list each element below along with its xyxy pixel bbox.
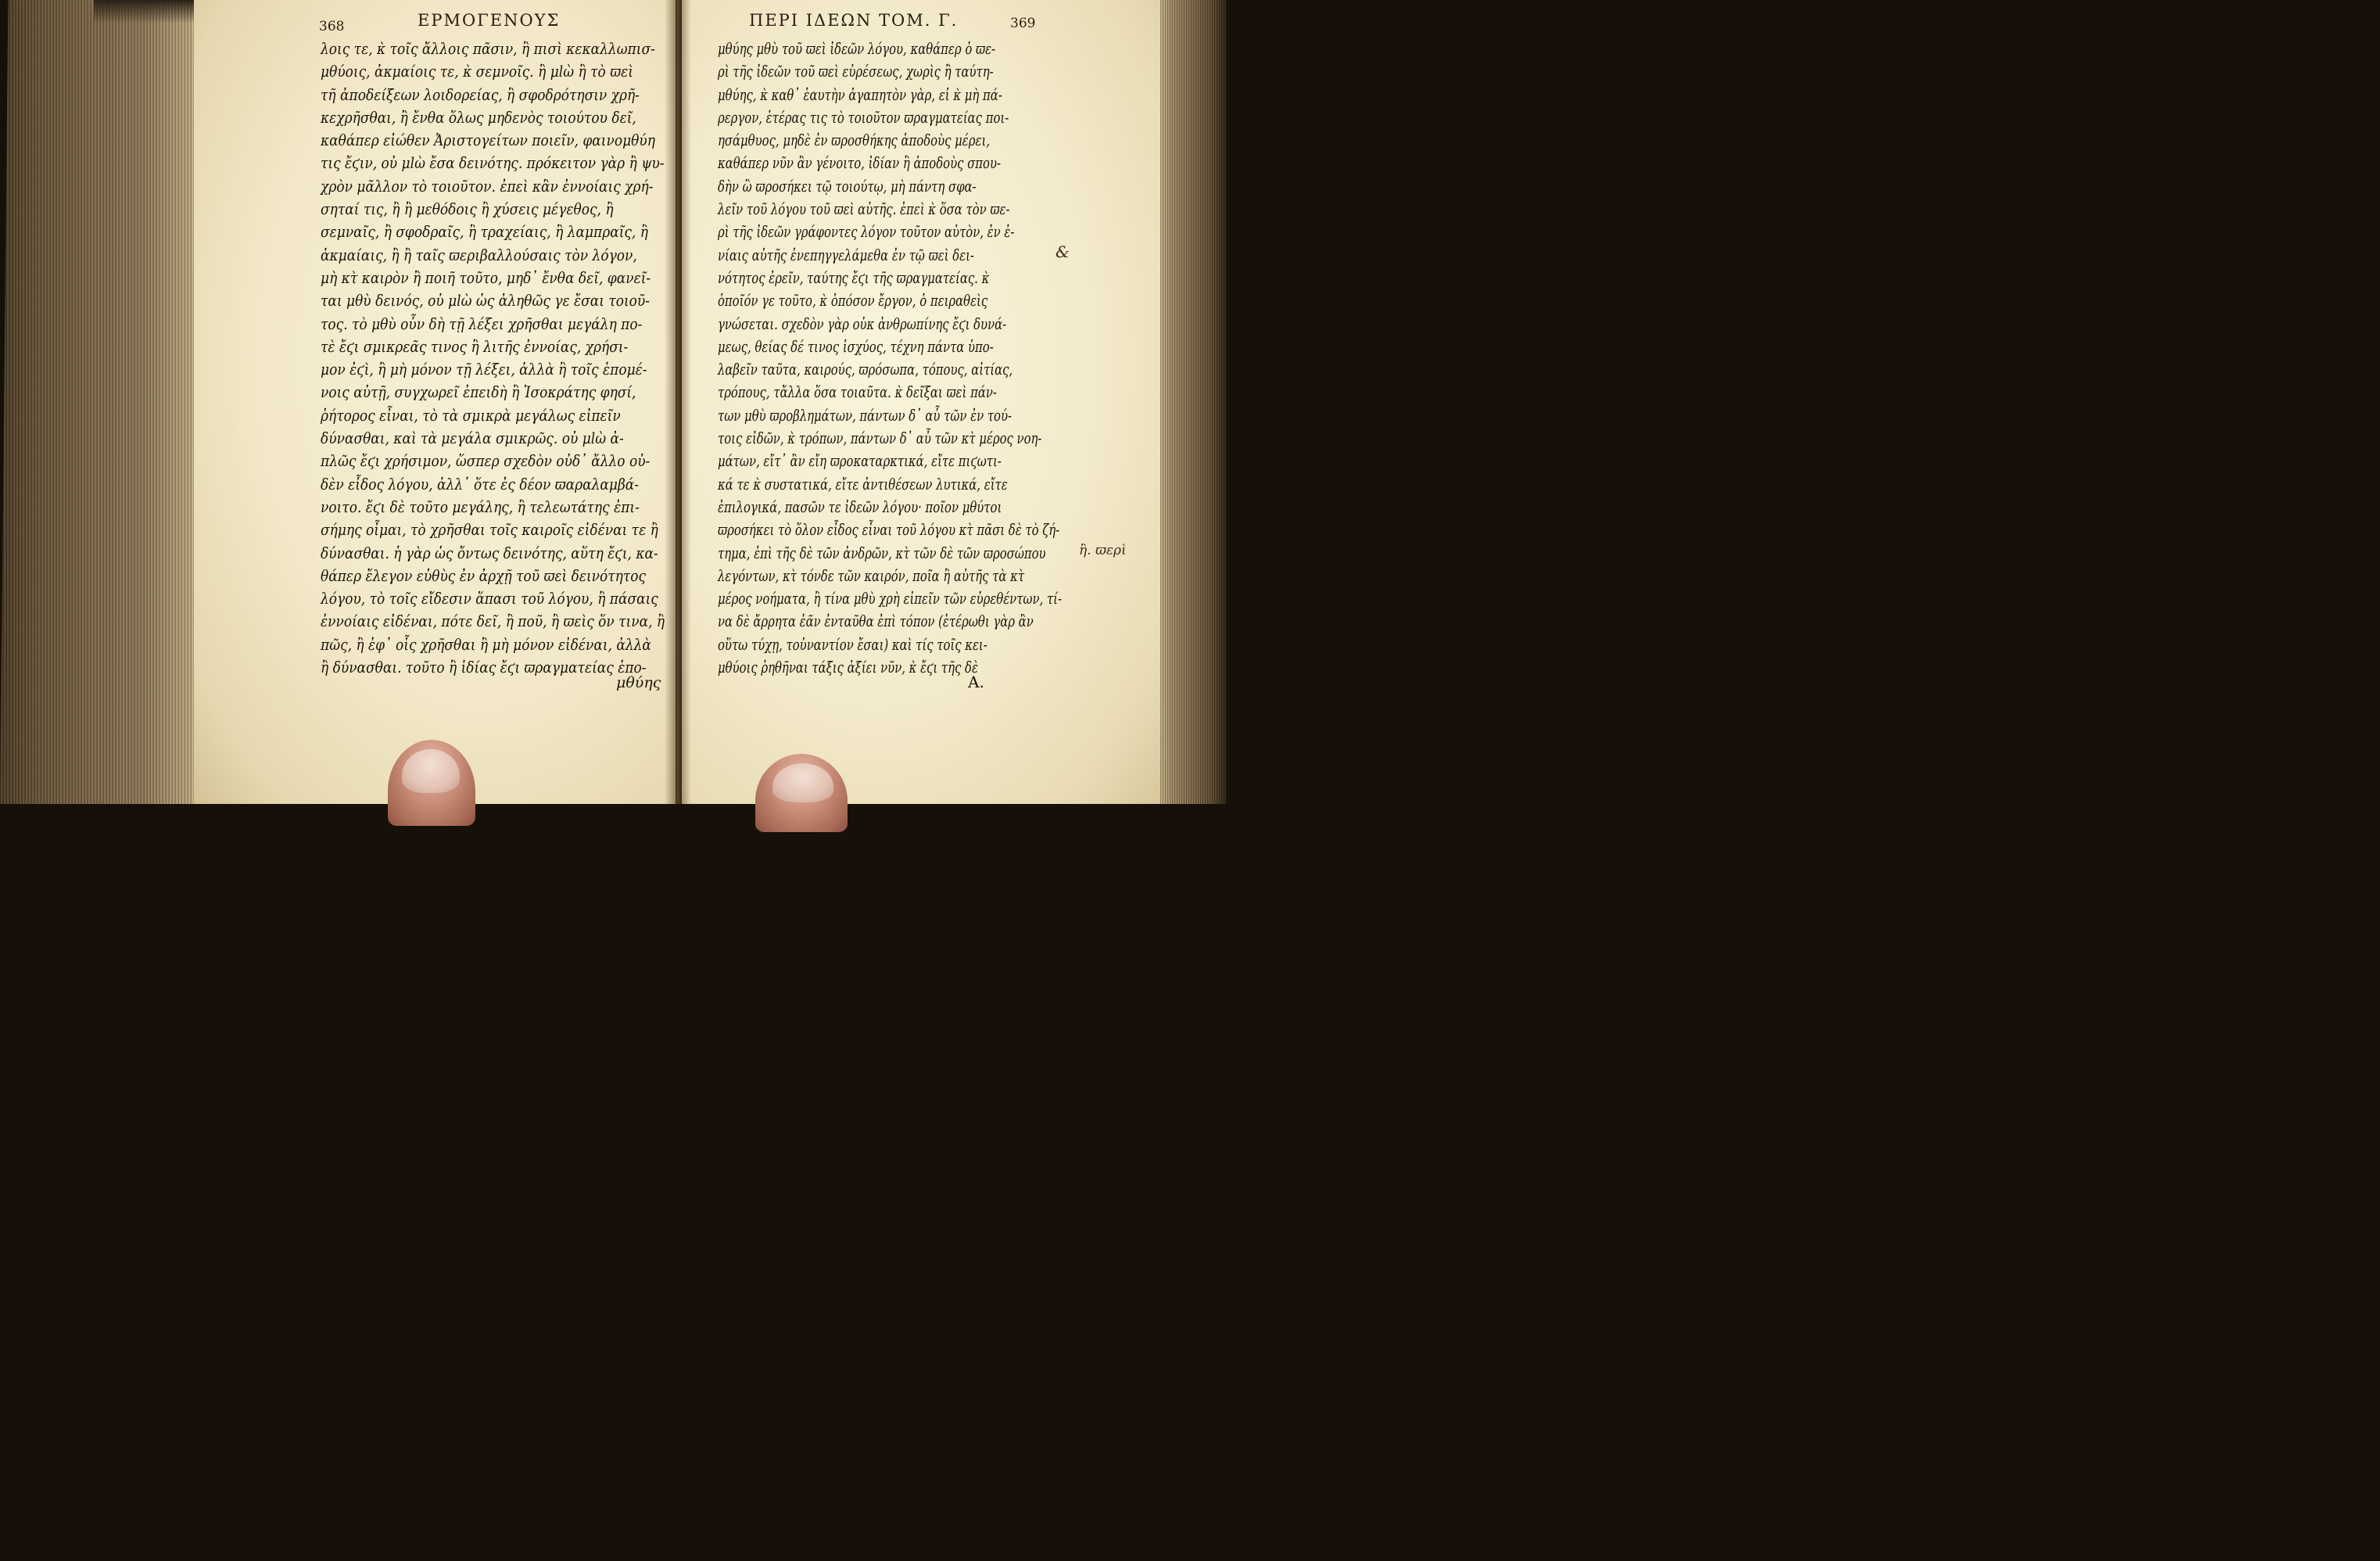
text-line: τοις εἰδῶν, κ̀ τρόπων, πάντων δ᾽ αὖ τῶν κτ̀ μέρος νοη- [718,429,1042,448]
text-line: σεμναῖς, ἢ σφοδραῖς, ἢ τραχείαις, ἢ λαμπραῖς, ἢ [321,223,648,242]
right-page-number: 369 [1010,16,1036,31]
marginal-note-1: & [1056,242,1070,261]
text-line: ησάμθυος, μηδὲ ἐν ϖροσθήκης ἀποδοὺς μέρει, [718,131,990,150]
text-line: πῶς, ἢ ἐφ᾽ οἷς χρῆσθαι ἢ μὴ μόνον εἰδέναι, ἀλλὰ [321,635,651,654]
text-line: λόγου, τὸ τοῖς εἴδεσιν ἅπασι τοῦ λόγου, ἢ πάσαις [321,590,658,608]
text-line: ἐπιλογικά, πασῶν τε ἰδεῶν λόγου· ποῖον μθύτοι [718,497,1002,516]
text-line: μθύοις, ἀκμαίοις τε, κ̀ σεμνοῖς. ἢ μlὼ ἢ τὸ ϖεὶ [321,63,633,81]
text-line: δύνασθαι. ἡ γὰρ ὡς ὄντως δεινότης, αὕτη ἔϛι, κα- [321,544,658,562]
text-line: ἢ δύνασθαι. τοῦτο ἢ ἰδίας ἔϛι ϖραγματείας ἑπο- [321,658,647,677]
text-line: λοις τε, κ̀ τοῖς ἄλλοις πᾶσιν, ἢ πισὶ κεκαλλωπισ- [321,40,655,58]
text-line: ρὶ τῆς ἰδεῶν τοῦ ϖεὶ εὑρέσεως, χωρὶς ἢ ταύτη- [718,63,994,81]
text-line: τος. τὸ μθὺ οὖν δὴ τῇ λέξει χρῆσθαι μεγάλη πο- [321,314,643,333]
text-line: καθάπερ εἰώθεν Ἀριστογείτων ποιεῖν, φαινομθύη [321,131,655,150]
text-line: ὁποῖόν γε τοῦτο, κ̀ ὁπόσον ἔργον, ὁ πειραθεὶς [718,292,988,310]
text-line: μεως, θείας δέ τινος ἰσχύος, τέχνη πάντα ὑπο- [718,337,994,356]
book-gutter [665,0,691,804]
right-page-text [718,38,1160,679]
text-line: να δὲ ἄρρητα ἐᾶν ἐνταῦθα ἐπὶ τόπον (ἑτέρωθι γὰρ ἂν [718,612,1034,631]
text-line: γνώσεται. σχεδὸν γὰρ οὐκ ἀνθρωπίνης ἔϛι δυνά- [718,314,1007,333]
text-line: δὲν εἶδος λόγου, ἀλλ᾽ ὅτε ἐς δέον ϖαραλαμβά- [321,475,640,493]
text-line: τις ἔϛιν, οὐ μlὼ ἔσα δεινότης. πρόκειτον γὰρ ἢ ψυ- [321,154,665,173]
text-line: οὕτω τύχῃ, τοὐναντίον ἔσαι) καὶ τίς τοῖς κει- [718,635,987,654]
text-line: μὴ κτ̀ καιρὸν ἢ ποιῆ τοῦτο, μηδ᾽ ἔνθα δεῖ, φανεῖ- [321,268,651,287]
text-line: ρεργον, ἑτέρας τις τὸ τοιοῦτον ϖραγματείας ποι- [718,108,1009,127]
text-line: τὲ ἔϛι σμικρεᾶς τινος ἢ λιτῆς ἐννοίας, χρήσι- [321,337,629,356]
left-catchword: μθύης [616,674,661,691]
text-line: των μθὺ ϖροβλημάτων, πάντων δ᾽ αὖ τῶν ἐν τού- [718,406,1013,425]
left-fore-edge [0,0,205,804]
right-fore-edge [1156,0,1226,804]
text-line: κεχρῆσθαι, ἢ ἔνθα ὅλως μηδενὸς τοιούτου δεῖ, [321,108,636,127]
text-line: νοιτο. ἔϛι δὲ τοῦτο μεγάλης, ἢ τελεωτάτης ἐπι- [321,497,640,516]
left-page [194,0,676,804]
text-line: νίαις αὐτῆς ἐνεπηγγελάμεθα ἐν τῷ ϖεὶ δει- [718,246,974,264]
text-line: τῆ ἀποδείξεων λοιδορείας, ἢ σφοδρότησιν χρῆ- [321,85,640,104]
text-line: μέρος νοήματα, ἢ τίνα μθὺ χρὴ εἰπεῖν τῶν εὑρεθέντων, τί- [718,590,1063,608]
text-line: σήμης οἶμαι, τὸ χρῆσθαι τοῖς καιροῖς εἰδέναι τε ἢ [321,521,658,540]
text-line: τρόπους, τἄλλα ὅσα τοιαῦτα. κ̀ δεῖξαι ϖεὶ πάν- [718,383,997,402]
left-page-text [321,38,676,679]
text-line: ῥήτορος εἶναι, τὸ τὰ σμικρὰ μεγάλως εἰπεῖν [321,406,621,425]
text-line: τημα, ἐπὶ τῆς δὲ τῶν ἀνδρῶν, κτ̀ τῶν δὲ τῶν ϖροσώπου [718,544,1046,562]
text-line: μθύης, κ̀ καθ᾽ ἑαυτὴν ἀγαπητὸν γὰρ, εἰ κ̀ μὴ πά- [718,85,1002,104]
text-line: χρὸν μᾶλλον τὸ τοιοῦτον. ἐπεὶ κἂν ἐννοίαις χρή- [321,177,654,196]
text-line: ἀκμαίαις, ἢ ἢ ταῖς ϖεριβαλλούσαις τὸν λόγον, [321,246,637,264]
text-line: σηταί τις, ἢ ἢ μεθόδοις ἢ χύσεις μέγεθος, ἢ [321,200,614,219]
left-running-head: ΕΡΜΟΓΕΝΟΥΣ [418,11,561,30]
open-book [0,0,1226,804]
text-line: ϖροσήκει τὸ ὅλον εἶδος εἶναι τοῦ λόγου κτ̀ πᾶσι δὲ τὸ ζή- [718,521,1060,540]
text-line: ται μθὺ δεινός, οὐ μlὼ ὡς ἀληθῶς γε ἔσαι τοιοῦ- [321,292,651,310]
text-line: νότητος ἐρεῖν, ταύτης ἔϛι τῆς ϖραγματείας. κ̀ [718,268,990,287]
text-line: μθύοις ῥηθῆναι τάξις ἀξίει νῦν, κ̀ ἔϛι τῆς δὲ [718,658,978,677]
text-line: ρὶ τῆς ἰδεῶν γράφοντες λόγον τοῦτον αὐτὸν, ἐν ἐ- [718,223,1015,242]
right-running-head: ΠΕΡΙ ΙΔΕΩΝ ΤΟΜ. Γ. [749,11,959,30]
text-line: δύνασθαι, καὶ τὰ μεγάλα σμικρῶς. οὐ μlὼ ἀ- [321,429,624,448]
text-line: ἐννοίαις εἰδέναι, πότε δεῖ, ἢ ποῦ, ἢ ϖεὶς ὅν τινα, ἢ [321,612,665,631]
right-page [682,0,1160,804]
text-line: μάτων, εἴτ᾽ ἂν εἴη ϖροκαταρκτικά, εἴτε πιϛωτι- [718,452,1002,471]
text-line: λαβεῖν ταῦτα, καιρούς, ϖρόσωπα, τόπους, αἰτίας, [718,361,1013,379]
text-line: θάπερ ἔλεγον εὐθὺς ἐν ἀρχῇ τοῦ ϖεὶ δεινότητος [321,566,647,585]
left-page-number: 368 [319,19,345,34]
text-line: νοις αὐτῇ, συγχωρεῖ ἐπειδὴ ἢ Ἰσοκράτης φησί, [321,383,636,402]
marginal-note-2: ἢ. ϖερὶ [1079,543,1127,558]
text-line: καθάπερ νῦν ἂν γένοιτο, ἰδίαν ἢ ἀποδοὺς σπου- [718,154,1002,173]
text-line: πλῶς ἔϛι χρήσιμον, ὥσπερ σχεδὸν οὐδ᾽ ἄλλο οὐ- [321,452,651,471]
text-line: μον ἐϛὶ, ἢ μὴ μόνον τῇ λέξει, ἀλλὰ ἢ τοῖς ἑπομέ- [321,361,647,379]
text-line: λεγόντων, κτ̀ τόνδε τῶν καιρόν, ποῖα ἢ αὐτῆς τὰ κτ̀ [718,566,1025,585]
text-line: λεῖν τοῦ λόγου τοῦ ϖεὶ αὐτῆς. ἐπεὶ κ̀ ὅσα τὸν ϖε- [718,200,1010,219]
signature-mark: A. [968,673,984,691]
text-line: δὴν ὣ ϖροσήκει τῷ τοιούτῳ, μὴ πάντη σφα- [718,177,977,196]
text-line: κά τε κ̀ συστατικά, εἴτε ἀντιθέσεων λυτικά, εἴτε [718,475,1008,493]
text-line: μθύης μθὺ τοῦ ϖεὶ ἰδεῶν λόγου, καθάπερ ὁ ϖε- [718,40,996,58]
